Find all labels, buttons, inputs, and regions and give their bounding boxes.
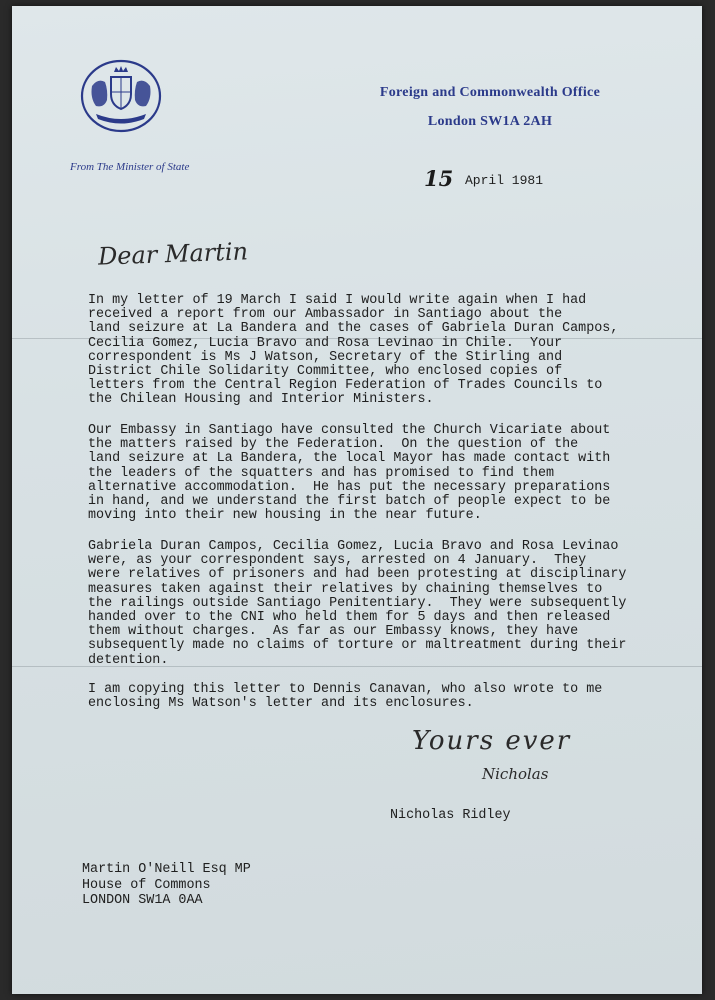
paragraph-1: In my letter of 19 March I said I would write again when I had received a report from our Ambassador in Santiago about the land seizure at La Bandera and the cases of Gabriela Duran Campos, Cecilia Gomez, Lucia Bravo and Rosa Levinao in Chile. Your correspondent is Ms J Watson, Secretary of the Stirling and District Chile Solidarity Committee, who enclosed copies of letters from the Central Region Federation of Trades Councils to the Chilean Housing and Interior Ministers. (88, 293, 619, 408)
date-day-handwritten: 15 (424, 166, 454, 191)
recipient-address (82, 862, 251, 909)
recipient-line: LONDON SW1A 0AA (82, 893, 203, 908)
paragraph-3: Gabriela Duran Campos, Cecilia Gomez, Lucia Bravo and Rosa Levinao were, as your correspondent says, arrested on 4 January. They were relatives of prisoners and had been protesting at disciplinary measures taken against their relatives by chaining themselves to the railings outside Santiago Penitentiary. They were subsequently handed over to the CNI who held them for 5 days and then released them without charges. As far as our Embassy knows, they have subsequently made no claims of torture or maltreatment during their detention. (88, 539, 627, 668)
signature-handwritten: Nicholas (482, 765, 549, 783)
royal-coat-of-arms-icon (80, 58, 162, 134)
signatory-name: Nicholas Ridley (390, 808, 511, 823)
paragraph-4: I am copying this letter to Dennis Canavan, who also wrote to me enclosing Ms Watson's letter and its enclosures. (88, 682, 603, 712)
recipient-line: House of Commons (82, 877, 211, 893)
from-minister: From The Minister of State (70, 161, 190, 173)
closing-handwritten: Yours ever (412, 726, 572, 756)
salutation-handwritten: Dear Martin (97, 237, 249, 271)
office-address: London SW1A 2AH (427, 114, 553, 129)
paragraph-2: Our Embassy in Santiago have consulted the Church Vicariate about the matters raised by the Federation. On the question of the land seizure at La Bandera, the local Mayor has made contact with the leaders of the squatters and has promised to find them alternative accommodation. He has put the necessary preparations in hand, and we understand the first batch of people expect to be moving into their new housing in the near future. (88, 423, 611, 524)
recipient-line: Martin O'Neill Esq MP (82, 862, 251, 877)
date-month-year: April 1981 (465, 173, 544, 188)
office-name: Foreign and Commonwealth Office (379, 85, 601, 100)
